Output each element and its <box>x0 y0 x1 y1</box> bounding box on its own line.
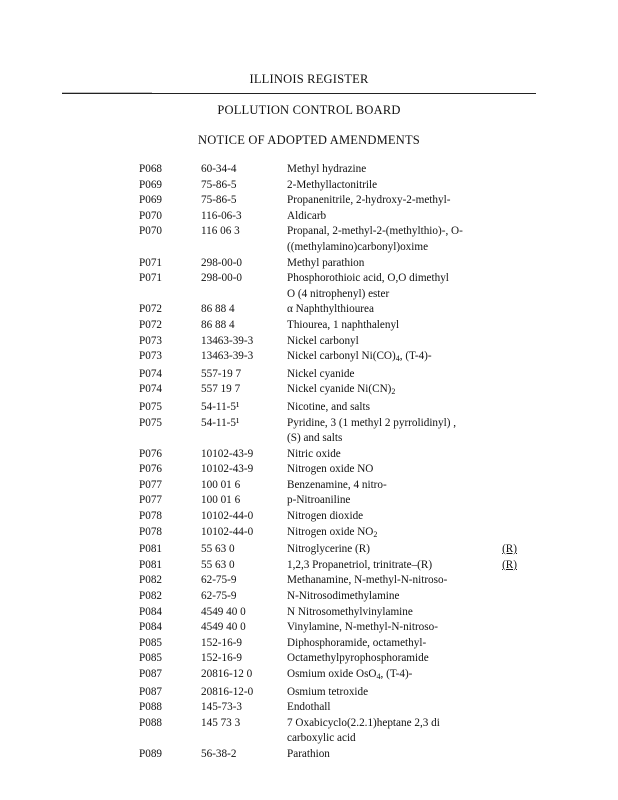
waste-code: P075 <box>139 416 163 429</box>
reactivity-flag <box>487 334 517 350</box>
cas-number: 86 88 4 <box>201 303 235 316</box>
reactivity-flag <box>487 493 517 509</box>
table-row <box>139 416 519 432</box>
table-row <box>139 478 519 494</box>
chemical-name: p-Nitroaniline <box>287 494 351 507</box>
cas-number: 10102-43-9 <box>201 447 254 460</box>
reactivity-flag <box>487 605 517 621</box>
waste-code: P082 <box>139 590 163 603</box>
reactivity-flag: (R) <box>502 543 517 556</box>
cas-number: 54-11-5¹ <box>201 400 240 413</box>
waste-code: P081 <box>139 543 163 556</box>
reactivity-flag <box>487 287 517 303</box>
cas-number: 60-34-4 <box>201 163 237 175</box>
waste-code: P085 <box>139 652 163 665</box>
reactivity-flag <box>487 636 517 652</box>
cas-number: 298-00-0 <box>201 256 243 269</box>
chemical-name: Nitrogen dioxide <box>287 510 364 523</box>
waste-code: P069 <box>139 178 163 191</box>
reactivity-flag <box>487 271 517 287</box>
reactivity-flag: (R) <box>502 558 517 571</box>
cas-number: 10102-44-0 <box>201 510 254 523</box>
reactivity-flag <box>487 651 517 667</box>
table-row <box>139 400 519 416</box>
hazardous-waste-table <box>139 162 519 763</box>
chemical-name: Methyl parathion <box>287 256 365 269</box>
waste-code: P071 <box>139 256 163 269</box>
waste-code: P078 <box>139 525 163 538</box>
chemical-name: (S) and salts <box>287 432 343 445</box>
table-row <box>139 558 519 574</box>
reactivity-flag <box>487 447 517 463</box>
waste-code: P074 <box>139 367 163 380</box>
chemical-name: Nitrogen oxide $NO_2$ <box>287 525 378 539</box>
chemical-name: Nitroglycerine (R) <box>287 543 370 556</box>
reactivity-flag <box>487 193 517 209</box>
table-row <box>139 240 519 256</box>
chemical-name: Nitric oxide <box>287 447 341 460</box>
cas-number: 4549 40 0 <box>201 605 246 618</box>
reactivity-flag <box>487 462 517 478</box>
table-row <box>139 716 519 732</box>
table-row <box>139 447 519 463</box>
table-row <box>139 431 519 447</box>
waste-code: P081 <box>139 558 163 571</box>
chemical-name: α Naphthylthiourea <box>287 303 374 316</box>
cas-number: 75-86-5 <box>201 194 237 207</box>
register-title: ILLINOIS REGISTER <box>249 72 369 86</box>
reactivity-flag <box>487 178 517 194</box>
cas-number: 62-75-9 <box>201 590 237 603</box>
waste-code: P084 <box>139 605 163 618</box>
reactivity-flag <box>487 367 517 383</box>
chemical-name: N Nitrosomethylvinylamine <box>287 605 413 618</box>
cas-number: 75-86-5 <box>201 178 237 191</box>
cas-number: 56-38-2 <box>201 747 237 760</box>
reactivity-flag <box>487 620 517 636</box>
table-row <box>139 256 519 272</box>
chemical-name: Parathion <box>287 747 330 760</box>
table-row <box>139 178 519 194</box>
waste-code: P073 <box>139 350 163 363</box>
table-row <box>139 209 519 225</box>
cas-number: 55 63 0 <box>201 543 235 556</box>
table-row <box>139 685 519 701</box>
subscript: 4 <box>395 354 400 364</box>
waste-code: P071 <box>139 272 163 285</box>
reactivity-flag <box>487 416 517 432</box>
chemical-name: 7 Oxabicyclo(2.2.1)heptane 2,3 di <box>287 716 440 729</box>
chemical-name: Propanal, 2-methyl-2-(methylthio)-, O- <box>287 225 463 238</box>
table-row <box>139 271 519 287</box>
table-row <box>139 493 519 509</box>
chemical-name: Osmium tetroxide <box>287 685 369 698</box>
waste-code: P085 <box>139 636 163 649</box>
cas-number: 86 88 4 <box>201 318 235 331</box>
reactivity-flag <box>487 302 517 318</box>
reactivity-flag <box>487 478 517 494</box>
waste-code: P072 <box>139 303 163 316</box>
chemical-name: Diphosphoramide, octamethyl- <box>287 636 427 649</box>
chemical-name: Phosphorothioic acid, O,O dimethyl <box>287 272 449 285</box>
cas-number: 557-19 7 <box>201 367 242 380</box>
chemical-name: carboxylic acid <box>287 732 356 745</box>
reactivity-flag <box>487 685 517 701</box>
table-row <box>139 700 519 716</box>
cas-number: 100 01 6 <box>201 478 241 491</box>
reactivity-flag <box>487 431 517 447</box>
table-row <box>139 334 519 350</box>
table-row <box>139 367 519 383</box>
cas-number: 20816-12 0 <box>201 668 253 680</box>
waste-code: P088 <box>139 701 163 714</box>
table-row <box>139 651 519 667</box>
chemical-name: O (4 nitrophenyl) ester <box>287 287 390 300</box>
table-row <box>139 589 519 605</box>
waste-code: P087 <box>139 685 163 698</box>
table-row <box>139 747 519 763</box>
chemical-name: Benzenamine, 4 nitro- <box>287 478 387 491</box>
waste-code: P069 <box>139 194 163 207</box>
table-row <box>139 605 519 621</box>
table-row <box>139 224 519 240</box>
table-row <box>139 509 519 525</box>
chemical-name: Aldicarb <box>287 209 327 222</box>
reactivity-flag <box>487 525 517 543</box>
notice-title: NOTICE OF ADOPTED AMENDMENTS <box>198 133 420 147</box>
table-row <box>139 349 519 367</box>
reactivity-flag <box>487 589 517 605</box>
cas-number: 557 19 7 <box>201 383 241 396</box>
waste-code: P088 <box>139 716 163 729</box>
table-row <box>139 620 519 636</box>
chemical-name: Methyl hydrazine <box>287 163 367 175</box>
reactivity-flag <box>487 731 517 747</box>
waste-code: P089 <box>139 747 163 760</box>
subscript: 4 <box>376 672 381 681</box>
chemical-name: 1,2,3 Propanetriol, trinitrate–(R) <box>287 558 433 571</box>
table-row <box>139 636 519 652</box>
table-row <box>139 162 519 178</box>
chemical-name: Osmium oxide OsO$_4$, (T-4)- <box>287 668 413 681</box>
chemical-name: Endothall <box>287 701 331 714</box>
chemical-name: Vinylamine, N-methyl-N-nitroso- <box>287 621 438 634</box>
chemical-name: Pyridine, 3 (1 methyl 2 pyrrolidinyl) , <box>287 416 457 429</box>
waste-code: P084 <box>139 621 163 634</box>
subscript: 2 <box>391 387 396 397</box>
waste-code: P076 <box>139 463 163 476</box>
waste-code: P073 <box>139 334 163 347</box>
table-row <box>139 525 519 543</box>
waste-code: P070 <box>139 209 163 222</box>
table-row <box>139 667 519 685</box>
reactivity-flag <box>487 667 517 685</box>
waste-code: P074 <box>139 383 163 396</box>
cas-number: 62-75-9 <box>201 574 237 587</box>
cas-number: 20816-12-0 <box>201 685 254 698</box>
cas-number: 54-11-5¹ <box>201 416 240 429</box>
waste-code: P072 <box>139 318 163 331</box>
waste-code: P075 <box>139 400 163 413</box>
cas-number: 10102-43-9 <box>201 463 254 476</box>
table-row <box>139 287 519 303</box>
reactivity-flag <box>487 349 517 367</box>
waste-code: P076 <box>139 447 163 460</box>
reactivity-flag <box>487 240 517 256</box>
header-rule <box>62 93 536 94</box>
cas-number: 116 06 3 <box>201 225 240 238</box>
reactivity-flag <box>487 400 517 416</box>
chemical-name: Nickel carbonyl <box>287 334 359 347</box>
chemical-name: Propanenitrile, 2-hydroxy-2-methyl- <box>287 194 451 207</box>
chemical-name: N-Nitrosodimethylamine <box>287 590 400 603</box>
table-row <box>139 302 519 318</box>
cas-number: 13463-39-3 <box>201 350 254 363</box>
chemical-name: Methanamine, N-methyl-N-nitroso- <box>287 574 448 587</box>
chemical-name: Nitrogen oxide NO <box>287 463 374 476</box>
board-title: POLLUTION CONTROL BOARD <box>217 103 401 117</box>
cas-number: 4549 40 0 <box>201 621 246 634</box>
chemical-name: Nickel carbonyl $Ni(CO)_4$, (T-4)- <box>287 350 432 364</box>
reactivity-flag <box>487 716 517 732</box>
chemical-name: Octamethylpyrophosphoramide <box>287 652 429 665</box>
table-row <box>139 462 519 478</box>
waste-code: P077 <box>139 494 163 507</box>
waste-code: P078 <box>139 510 163 523</box>
reactivity-flag <box>487 700 517 716</box>
reactivity-flag <box>487 382 517 400</box>
chemical-name: Thiourea, 1 naphthalenyl <box>287 318 400 331</box>
waste-code: P068 <box>139 163 163 175</box>
table-row <box>139 318 519 334</box>
reactivity-flag <box>487 209 517 225</box>
waste-code: P082 <box>139 574 163 587</box>
reactivity-flag <box>487 747 517 763</box>
cas-number: 100 01 6 <box>201 494 241 507</box>
chemical-name: Nickel cyanide $Ni(CN)_2$ <box>287 383 396 397</box>
cas-number: 298-00-0 <box>201 272 243 285</box>
reactivity-flag <box>487 318 517 334</box>
table-row <box>139 573 519 589</box>
reactivity-flag <box>487 256 517 272</box>
table-row <box>139 193 519 209</box>
cas-number: 152-16-9 <box>201 636 243 649</box>
cas-number: 116-06-3 <box>201 209 242 222</box>
subscript: 2 <box>373 529 378 539</box>
chemical-name: Nicotine, and salts <box>287 400 370 413</box>
reactivity-flag <box>487 509 517 525</box>
table-row <box>139 542 519 558</box>
waste-code: P087 <box>139 668 163 680</box>
cas-number: 10102-44-0 <box>201 525 254 538</box>
table-row <box>139 731 519 747</box>
reactivity-flag <box>487 162 517 178</box>
chemical-name: Nickel cyanide <box>287 367 355 380</box>
reactivity-flag <box>487 573 517 589</box>
table-row <box>139 382 519 400</box>
cas-number: 152-16-9 <box>201 652 243 665</box>
waste-code: P077 <box>139 478 163 491</box>
cas-number: 145 73 3 <box>201 716 241 729</box>
reactivity-flag <box>487 224 517 240</box>
chemical-name: 2-Methyllactonitrile <box>287 178 378 191</box>
cas-number: 145-73-3 <box>201 701 243 714</box>
chemical-name: ((methylamino)carbonyl)oxime <box>287 240 429 253</box>
waste-code: P070 <box>139 225 163 238</box>
cas-number: 55 63 0 <box>201 558 235 571</box>
cas-number: 13463-39-3 <box>201 334 254 347</box>
